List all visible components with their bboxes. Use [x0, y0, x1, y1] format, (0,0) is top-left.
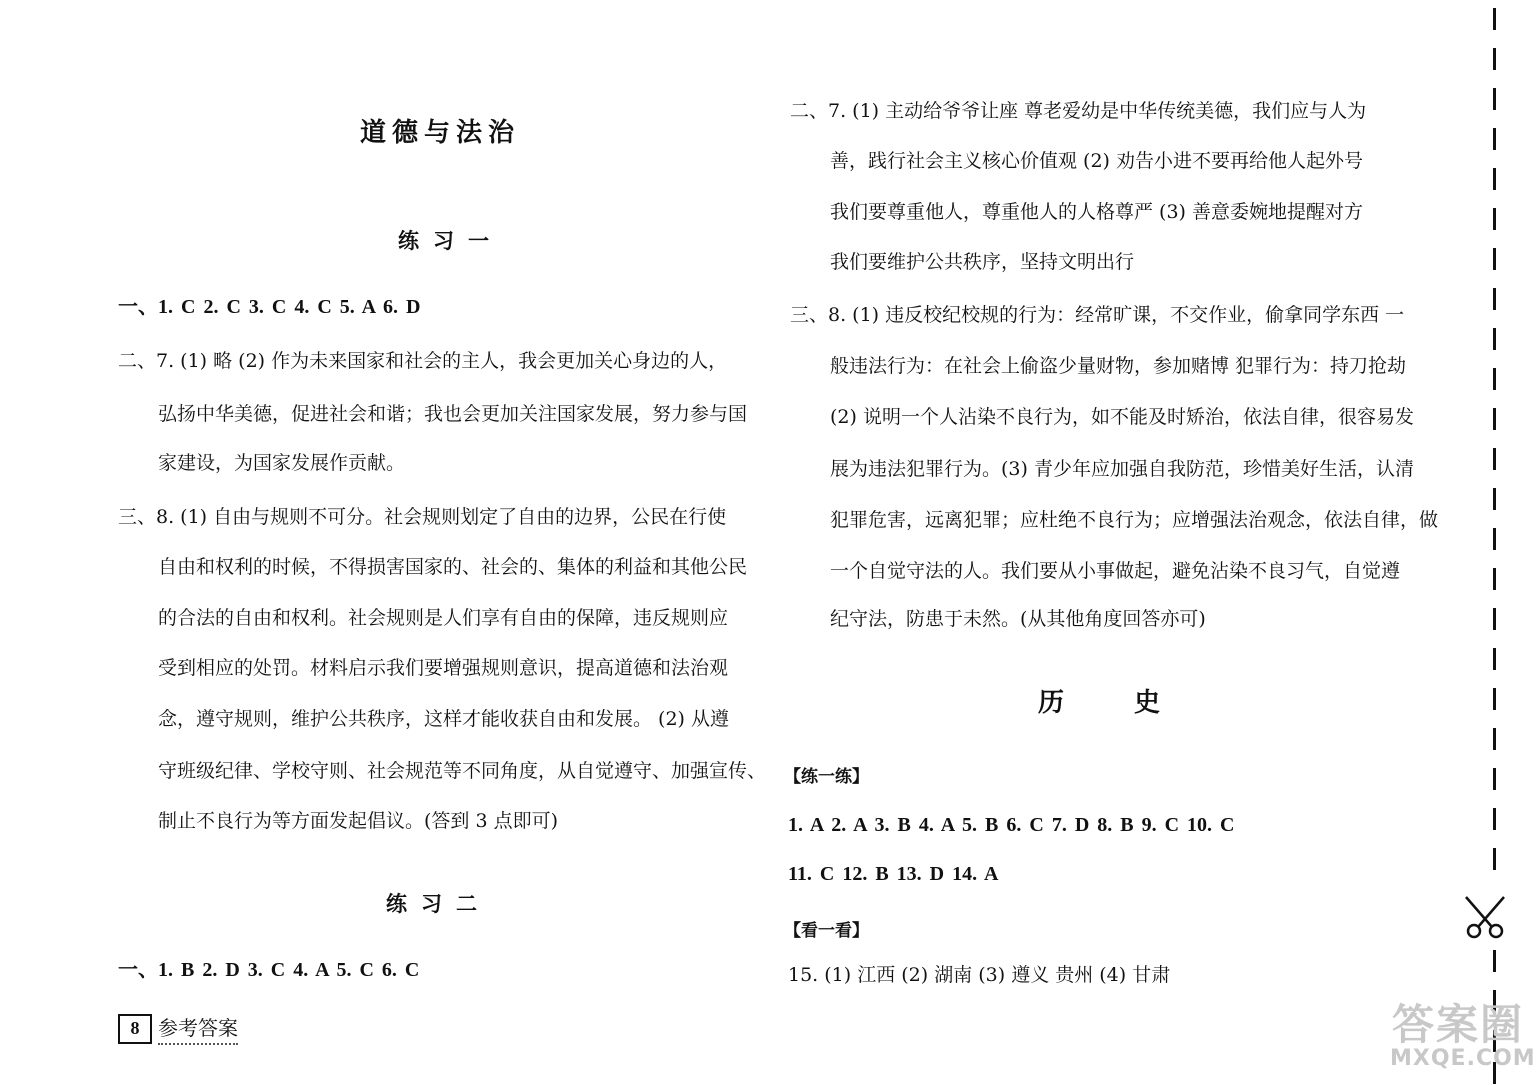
question-15-answer: 15. (1) 江西 (2) 湖南 (3) 遵义 贵州 (4) 甘肃 [788, 964, 1171, 986]
answer-line: (2) 说明一个人沾染不良行为，如不能及时矫治，依法自律，很容易发 [830, 406, 1414, 428]
watermark-text: 答案圈 [1392, 1000, 1525, 1049]
answer-line: 纪守法，防患于未然。(从其他角度回答亦可) [830, 608, 1206, 630]
answer-line: 般违法行为：在社会上偷盗少量财物，参加赌博 犯罪行为：持刀抢劫 [830, 355, 1407, 377]
answer-line: 制止不良行为等方面发起倡议。(答到 3 点即可) [158, 810, 558, 832]
answer-line: 善，践行社会主义核心价值观 (2) 劝告小进不要再给他人起外号 [830, 150, 1363, 172]
answer-line: 二、7. (1) 主动给爷爷让座 尊老爱幼是中华传统美德，我们应与人为 [790, 100, 1367, 122]
watermark-url: MXQE.COM [1390, 1046, 1536, 1071]
answer-line: 受到相应的处罚。材料启示我们要增强规则意识，提高道德和法治观 [158, 657, 729, 679]
history-mcq-row-2: 11. C 12. B 13. D 14. A [788, 863, 999, 885]
scissors-icon [1462, 893, 1508, 941]
page-label: 参考答案 [158, 1012, 238, 1045]
exercise-2-title: 练习二 [386, 892, 491, 916]
answer-line: 三、8. (1) 自由与规则不可分。社会规则划定了自由的边界，公民在行使 [118, 506, 727, 528]
answer-line: 三、8. (1) 违反校纪校规的行为：经常旷课，不交作业，偷拿同学东西 一 [790, 304, 1405, 326]
exercise-1-title: 练习一 [398, 229, 503, 253]
answer-line: 自由和权利的时候，不得损害国家的、社会的、集体的利益和其他公民 [158, 556, 748, 578]
watermark-logo [1384, 992, 1534, 1082]
answer-line: 念，遵守规则，维护公共秩序，这样才能收获自由和发展。 (2) 从遵 [158, 708, 729, 730]
exercise-2-mcq: 一、1. B 2. D 3. C 4. A 5. C 6. C [118, 959, 420, 981]
page-footer [118, 1012, 238, 1045]
answer-line: 守班级纪律、学校守则、社会规范等不同角度，从自觉遵守、加强宣传、 [158, 760, 767, 782]
subject-title-history: 历 史 [1038, 688, 1167, 718]
look-heading: 【看一看】 [784, 921, 869, 941]
answer-line: 一个自觉守法的人。我们要从小事做起，避免沾染不良习气，自觉遵 [830, 560, 1401, 582]
page-number: 8 [118, 1014, 152, 1044]
answer-line: 我们要维护公共秩序，坚持文明出行 [830, 251, 1135, 273]
practice-heading: 【练一练】 [784, 767, 869, 787]
answer-line: 的合法的自由和权利。社会规则是人们享有自由的保障，违反规则应 [158, 607, 729, 629]
history-mcq-row-1: 1. A 2. A 3. B 4. A 5. B 6. C 7. D 8. B 9. C 10. C [788, 814, 1235, 836]
answer-line: 弘扬中华美德，促进社会和谐；我也会更加关注国家发展，努力参与国 [158, 403, 748, 425]
answer-line: 家建设，为国家发展作贡献。 [158, 452, 406, 474]
answer-line: 展为违法犯罪行为。(3) 青少年应加强自我防范，珍惜美好生活，认清 [830, 458, 1414, 480]
subject-title-moral-law: 道德与法治 [360, 118, 521, 148]
answer-line: 我们要尊重他人，尊重他人的人格尊严 (3) 善意委婉地提醒对方 [830, 201, 1363, 223]
exercise-1-mcq: 一、1. C 2. C 3. C 4. C 5. A 6. D [118, 296, 421, 318]
answer-line: 犯罪危害，远离犯罪；应杜绝不良行为；应增强法治观念，依法自律，做 [830, 509, 1439, 531]
answer-line: 二、7. (1) 略 (2) 作为未来国家和社会的主人，我会更加关心身边的人， [118, 350, 728, 372]
